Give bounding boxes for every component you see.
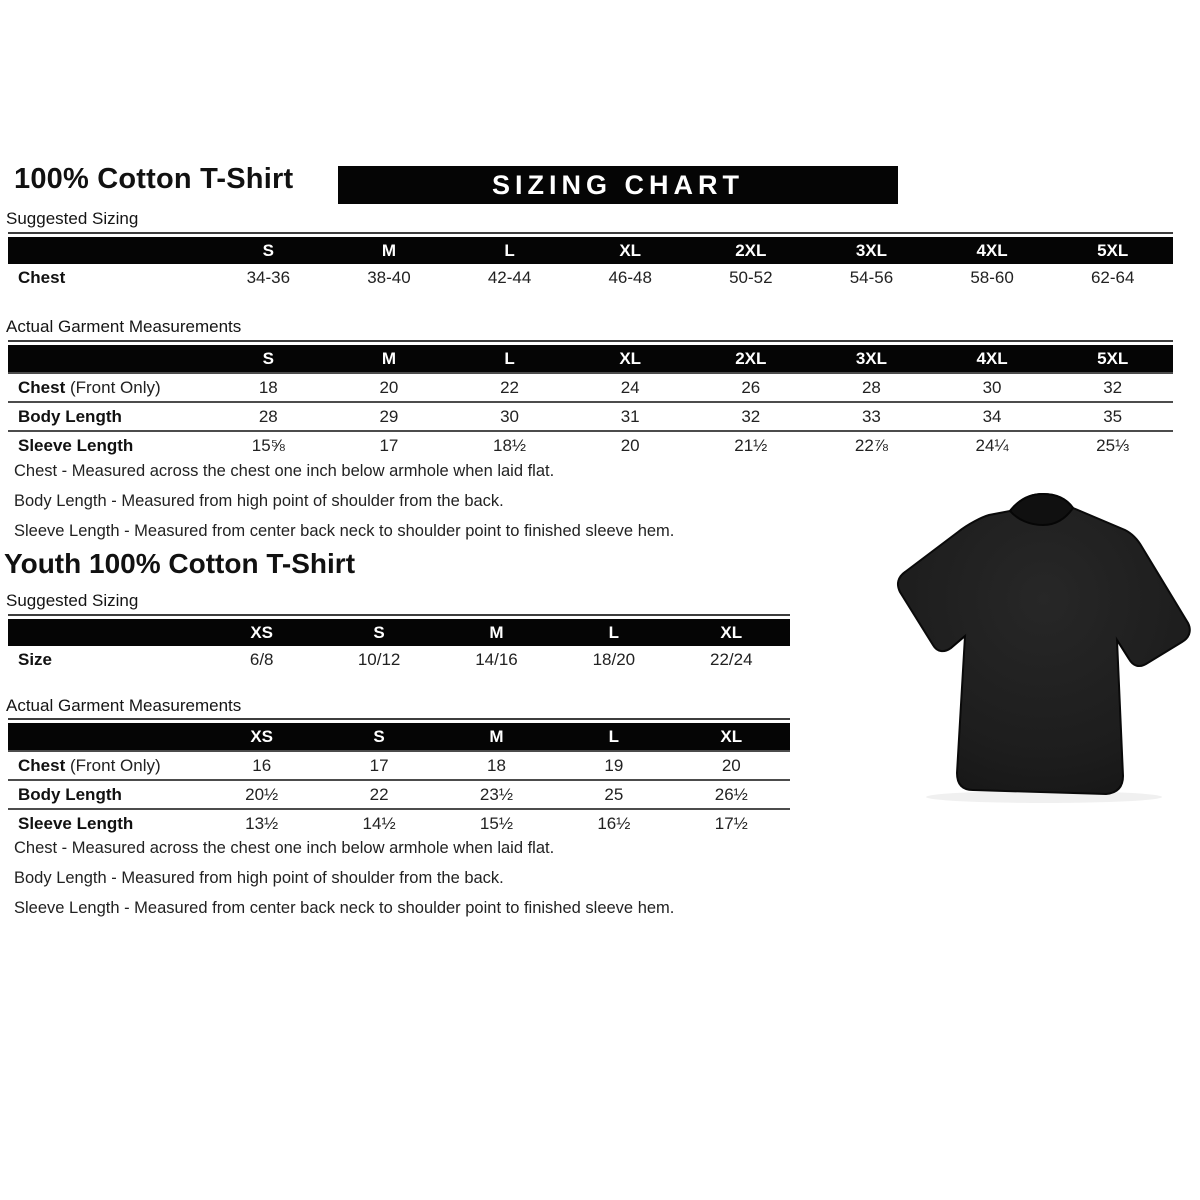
- adult-chest-row: [8, 264, 1173, 291]
- size-column-header: L: [555, 723, 672, 751]
- row-label-chest: Chest: [18, 267, 66, 287]
- cell: 20: [721, 755, 741, 775]
- adult-actual-header-row: [8, 345, 1173, 373]
- cell: 22⅞: [854, 435, 888, 455]
- row-label-sleeve-length: Sleeve Length: [18, 813, 134, 833]
- row-label-text: Chest: [18, 755, 66, 775]
- cell: 20: [379, 377, 399, 397]
- measurement-note-chest: Chest - Measured across the chest one inch below armhole when laid flat.: [14, 839, 555, 857]
- cell: 38-40: [367, 267, 411, 287]
- size-column-header: XS: [203, 723, 320, 751]
- size-column-header: M: [329, 237, 450, 264]
- cell: 19: [604, 755, 624, 775]
- cell: 30: [982, 377, 1002, 397]
- youth-chest-front-row: [8, 751, 790, 780]
- header-corner-cell: [8, 723, 203, 751]
- youth-actual-label: Actual Garment Measurements: [6, 696, 242, 715]
- size-column-header: L: [449, 237, 570, 264]
- size-column-header: 2XL: [691, 237, 812, 264]
- adult-sleeve-length-row: [8, 431, 1173, 459]
- measurement-note-sleeve-length: Sleeve Length - Measured from center back neck to shoulder point to finished sleeve hem.: [14, 522, 675, 540]
- cell: 22: [500, 377, 520, 397]
- cell: 62-64: [1090, 267, 1135, 287]
- size-column-header: XL: [570, 345, 691, 373]
- cell: 34-36: [246, 267, 291, 287]
- cell: 18/20: [592, 649, 636, 669]
- row-label-body-length: Body Length: [18, 784, 122, 804]
- cell: 6/8: [249, 649, 274, 669]
- black-tshirt-image: [892, 487, 1198, 807]
- adult-actual-table: [8, 340, 1173, 459]
- row-label-suffix: (Front Only): [65, 755, 161, 775]
- cell: 32: [741, 406, 761, 426]
- size-column-header: S: [320, 723, 437, 751]
- row-label-text: Chest: [18, 377, 66, 397]
- adult-notes: [14, 462, 674, 552]
- cell: 17: [379, 435, 399, 455]
- size-column-header: 3XL: [811, 345, 932, 373]
- cell: 17: [369, 755, 389, 775]
- row-label-body-length: Body Length: [18, 406, 122, 426]
- cell: 35: [1103, 406, 1123, 426]
- cell: 14/16: [475, 649, 518, 669]
- cell: 16: [252, 755, 272, 775]
- cell: 18½: [493, 435, 527, 455]
- cell: 29: [379, 406, 399, 426]
- size-column-header: XL: [673, 723, 790, 751]
- cell: 16½: [597, 813, 631, 833]
- adult-suggested-table: [8, 232, 1173, 291]
- row-label-size: Size: [18, 649, 53, 669]
- adult-title: 100% Cotton T-Shirt: [14, 163, 294, 195]
- size-column-header: 3XL: [811, 237, 932, 264]
- table-rule: [8, 614, 790, 616]
- cell: 32: [1103, 377, 1123, 397]
- size-column-header: XL: [673, 619, 790, 646]
- size-column-header: S: [320, 619, 437, 646]
- size-column-header: 5XL: [1052, 345, 1173, 373]
- adult-suggested-label: Suggested Sizing: [6, 209, 139, 228]
- size-column-header: S: [208, 237, 329, 264]
- size-column-header: XS: [203, 619, 320, 646]
- measurement-note-sleeve-length: Sleeve Length - Measured from center back neck to shoulder point to finished sleeve hem.: [14, 899, 675, 917]
- tshirt-body-shape: [898, 494, 1190, 794]
- adult-actual-label: Actual Garment Measurements: [6, 317, 242, 336]
- cell: 24¼: [975, 435, 1009, 455]
- cell: 13½: [245, 813, 279, 833]
- measurement-note-body-length: Body Length - Measured from high point of shoulder from the back.: [14, 492, 504, 510]
- adult-suggested-header-row: [8, 237, 1173, 264]
- table-rule: [8, 718, 790, 720]
- cell: 26½: [714, 784, 748, 804]
- cell: 10/12: [357, 649, 401, 669]
- row-label-suffix: (Front Only): [65, 377, 161, 397]
- cell: 50-52: [729, 267, 773, 287]
- cell: 28: [861, 377, 881, 397]
- sizing-chart-banner: SIZING CHART: [338, 166, 898, 204]
- cell: 20½: [245, 784, 279, 804]
- size-column-header: 4XL: [932, 237, 1053, 264]
- cell: 31: [620, 406, 640, 426]
- cell: 28: [258, 406, 278, 426]
- header-corner-cell: [8, 619, 203, 646]
- cell: 30: [500, 406, 520, 426]
- cell: 25⅓: [1096, 435, 1130, 455]
- adult-body-length-row: [8, 402, 1173, 431]
- cell: 22/24: [710, 649, 753, 669]
- cell: 17½: [714, 813, 748, 833]
- cell: 46-48: [608, 267, 652, 287]
- youth-actual-table: [8, 718, 790, 837]
- youth-suggested-table: [8, 614, 790, 673]
- header-corner-cell: [8, 237, 208, 264]
- cell: 33: [861, 406, 881, 426]
- header-corner-cell: [8, 345, 208, 373]
- size-column-header: 2XL: [691, 345, 812, 373]
- youth-title: Youth 100% Cotton T-Shirt: [4, 548, 356, 579]
- measurement-note-body-length: Body Length - Measured from high point of shoulder from the back.: [14, 869, 504, 887]
- youth-suggested-header-row: [8, 619, 790, 646]
- table-rule: [8, 340, 1173, 342]
- size-column-header: 5XL: [1052, 237, 1173, 264]
- cell: 18: [487, 755, 506, 775]
- youth-notes: [14, 839, 674, 929]
- cell: 21½: [734, 435, 768, 455]
- row-label-chest-front-only: [8, 373, 208, 402]
- youth-suggested-label: Suggested Sizing: [6, 591, 139, 610]
- youth-actual-header-row: [8, 723, 790, 751]
- cell: 42-44: [487, 267, 532, 287]
- size-column-header: L: [449, 345, 570, 373]
- cell: 23½: [479, 784, 514, 804]
- measurement-note-chest: Chest - Measured across the chest one inch below armhole when laid flat.: [14, 462, 555, 480]
- adult-chest-front-row: [8, 373, 1173, 402]
- youth-size-row: [8, 646, 790, 673]
- cell: 22: [369, 784, 389, 804]
- cell: 54-56: [849, 267, 894, 287]
- cell: 18: [258, 377, 278, 397]
- size-column-header: XL: [570, 237, 691, 264]
- row-label-chest-front-only: [8, 751, 203, 780]
- cell: 15⅝: [251, 435, 285, 455]
- row-label-sleeve-length: Sleeve Length: [18, 435, 134, 455]
- cell: 24: [620, 377, 640, 397]
- size-column-header: M: [438, 619, 555, 646]
- size-column-header: 4XL: [932, 345, 1053, 373]
- cell: 25: [604, 784, 624, 804]
- cell: 15½: [479, 813, 514, 833]
- size-column-header: M: [329, 345, 450, 373]
- cell: 58-60: [970, 267, 1014, 287]
- size-column-header: S: [208, 345, 329, 373]
- cell: 34: [982, 406, 1002, 426]
- size-column-header: M: [438, 723, 555, 751]
- size-column-header: L: [555, 619, 672, 646]
- youth-sleeve-length-row: [8, 809, 790, 837]
- youth-body-length-row: [8, 780, 790, 809]
- cell: 14½: [362, 813, 396, 833]
- cell: 20: [620, 435, 640, 455]
- cell: 26: [741, 377, 761, 397]
- table-rule: [8, 232, 1173, 234]
